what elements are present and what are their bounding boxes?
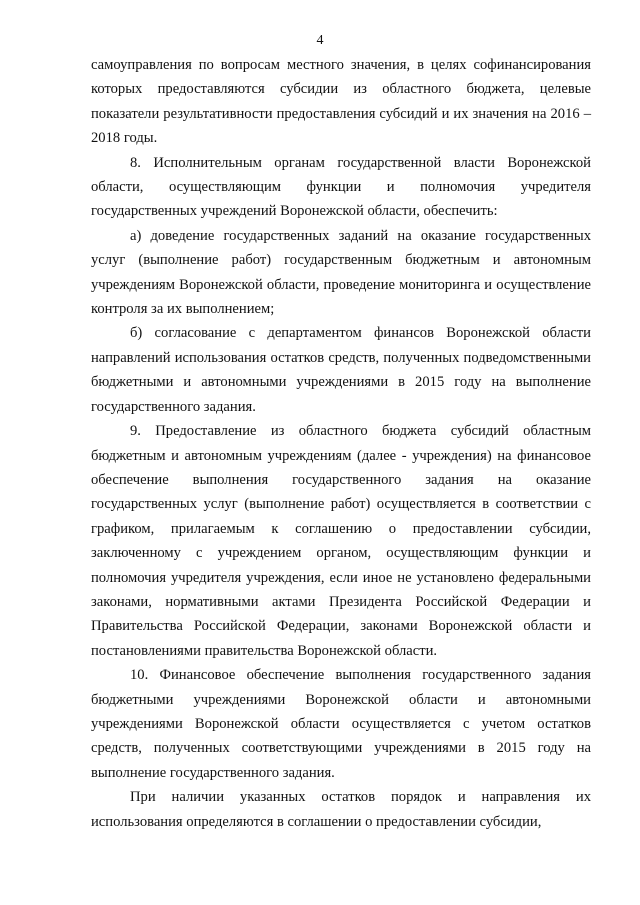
- document-body: [91, 53, 591, 834]
- page-number: 4: [316, 33, 324, 48]
- paragraph-8: 8. Исполнительным органам государственной власти Воронежской области, осуществляющим функции и полномочия учредителя государственных учреждений Воронежской области, обеспечить:: [91, 154, 591, 220]
- paragraph-continuation: самоуправления по вопросам местного значения, в целях софинансирования которых предоставляются субсидии из областного бюджета, целевые показатели результативности предоставления субсидий и их значения на 2016 – 2018 годы.: [91, 57, 591, 147]
- paragraph-10-continuation: При наличии указанных остатков порядок и направления их использования определяются в соглашении о предоставлении субсидии,: [91, 789, 591, 830]
- paragraph-10: 10. Финансовое обеспечение выполнения государственного задания бюджетными учреждениями Воронежской области и автономными учреждениями Воронежской области осуществляется с учетом остатков средств, полученных соответствующими учреждениями в 2015 году на выполнение государственного задания.: [91, 667, 591, 781]
- paragraph-8b: б) согласование с департаментом финансов Воронежской области направлений использования остатков средств, полученных подведомственными бюджетными и автономными учреждениями в 2015 году на выполнение государственного задания.: [91, 325, 591, 415]
- paragraph-8a: а) доведение государственных заданий на оказание государственных услуг (выполнение работ) государственным бюджетным и автономным учреждениям Воронежской области, проведение мониторинга и осуществление контроля за их выполнением;: [91, 227, 591, 318]
- paragraph-9: 9. Предоставление из областного бюджета субсидий областным бюджетным и автономным учреждениям (далее - учреждения) на финансовое обеспечение выполнения государственного задания на оказание государственных услуг (выполнение работ) осуществляется в соответствии с графиком, прилагаемым к соглашению о предоставлении субсидии, заключенному с учреждением органом, осуществляющим функции и полномочия учредителя учреждения, если иное не установлено федеральными законами, нормативными актами Президента Российской Федерации и Правительства Российской Федерации, законами Воронежской области и постановлениями правительства Воронежской области.: [91, 423, 591, 659]
